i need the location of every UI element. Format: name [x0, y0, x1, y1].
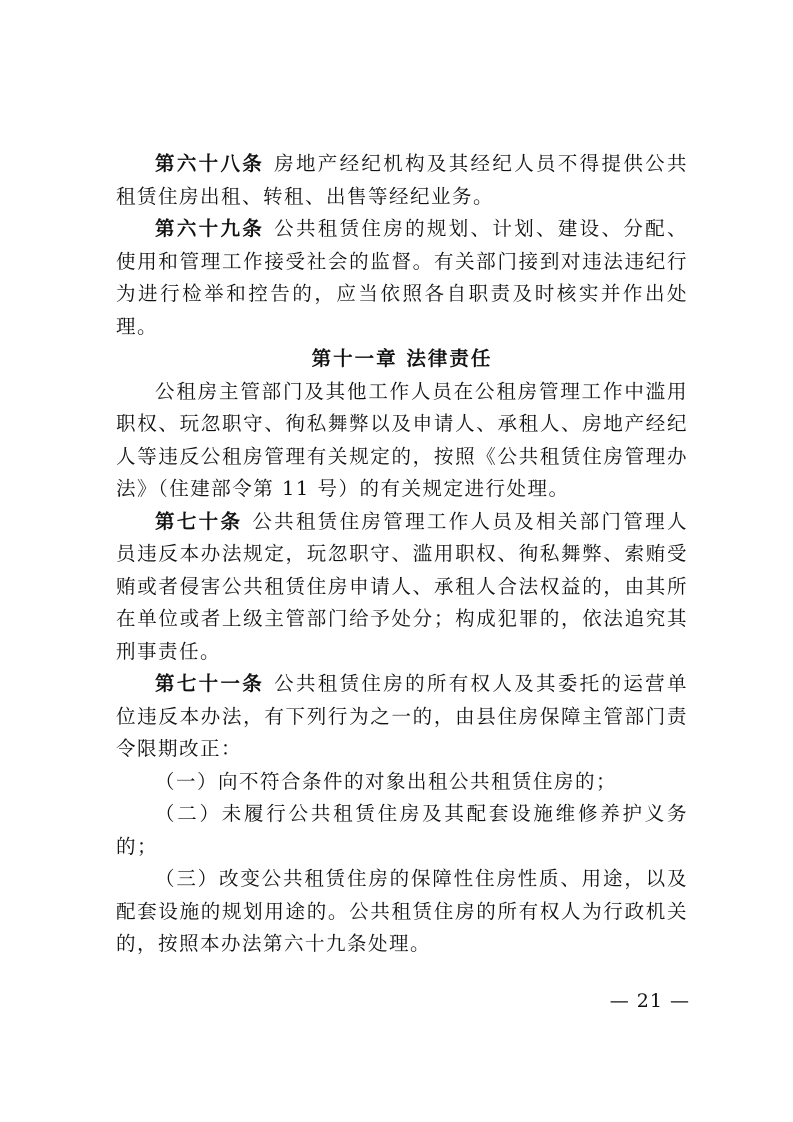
chapter-title: 第十一章 法律责任	[311, 347, 493, 370]
chapter-intro: 公租房主管部门及其他工作人员在公租房管理工作中滥用职权、玩忽职守、徇私舞弊以及申请人、承租人、房地产经纪人等违反公租房管理有关规定的，按照《公共租赁住房管理办法》（住建部令第 11 号）的有关规定进行处理。	[116, 379, 688, 500]
article-69	[116, 213, 688, 343]
list-item: （三）改变公共租赁住房的保障性住房性质、用途，以及配套设施的规划用途的。公共租赁住房的所有权人为行政机关的，按照本办法第六十九条处理。	[116, 867, 688, 955]
article-text: 公共租赁住房管理工作人员及相关部门管理人员违反本办法规定，玩忽职守、滥用职权、徇私舞弊、索贿受贿或者侵害公共租赁住房申请人、承租人合法权益的，由其所在单位或者上级主管部门给予处分；构成犯罪的，依法追究其刑事责任。	[116, 509, 688, 663]
article-number: 第七十一条	[155, 672, 265, 695]
article-71	[116, 668, 688, 766]
article-70	[116, 506, 688, 669]
page-number: — 21 —	[609, 990, 690, 1012]
list-item: （二）未履行公共租赁住房及其配套设施维修养护义务的；	[116, 802, 688, 858]
article-text: 公共租赁住房的规划、计划、建设、分配、使用和管理工作接受社会的监督。有关部门接到对违法违纪行为进行检举和控告的，应当依照各自职责及时核实并作出处理。	[116, 217, 688, 338]
list-item: （一）向不符合条件的对象出租公共租赁住房的；	[155, 769, 618, 793]
article-text: 公共租赁住房的所有权人及其委托的运营单位违反本办法，有下列行为之一的，由县住房保障主管部门责令限期改正：	[116, 672, 688, 760]
article-text: 房地产经纪机构及其经纪人员不得提供公共租赁住房出租、转租、出售等经纪业务。	[116, 152, 688, 208]
article-number: 第六十八条	[155, 152, 265, 175]
article-68	[116, 148, 688, 213]
page-body	[116, 148, 688, 961]
article-number: 第七十条	[155, 509, 243, 533]
article-number: 第六十九条	[155, 217, 265, 240]
